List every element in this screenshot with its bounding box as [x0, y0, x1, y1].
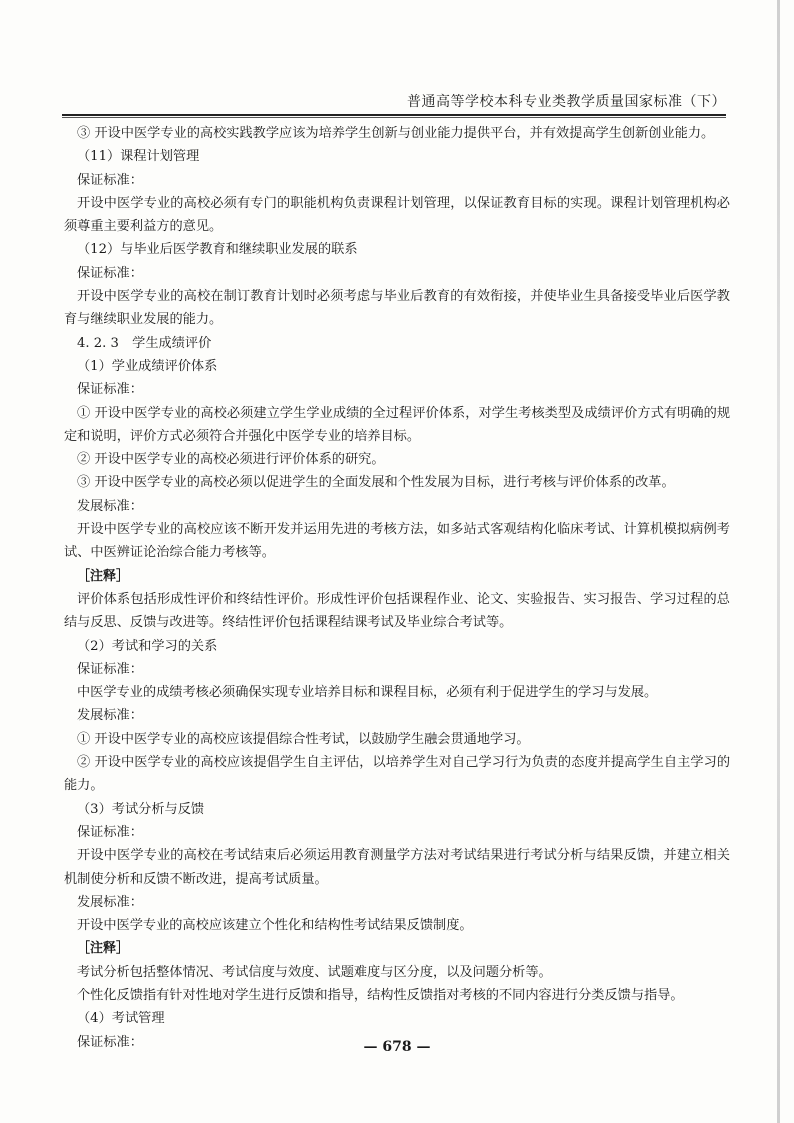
note-heading: ［注释］ [77, 941, 130, 957]
paragraph: ② 开设中医学专业的高校应该提倡学生自主评估，以培养学生对自己学习行为负责的态度并提高学生自主学习的能力。 [64, 755, 730, 794]
heading-line: （2）考试和学习的关系 [77, 638, 218, 654]
paragraph: ③ 开设中医学专业的高校实践教学应该为培养学生创新与创业能力提供平台，并有效提高学生创新创业能力。 [77, 126, 715, 141]
scan-edge [777, 0, 780, 1123]
heading-line: 保证标准： [77, 172, 143, 188]
note-heading: ［注释］ [77, 568, 130, 584]
paragraph: 评价体系包括形成性评价和终结性评价。形成性评价包括课程作业、论文、实验报告、实习报告、学习过程的总结与反思、反馈与改进等。终结性评价包括课程结课考试及毕业综合考试等。 [64, 591, 730, 631]
paragraph: 考试分析包括整体情况、考试信度与效度、试题难度与区分度，以及问题分析等。 [77, 964, 552, 980]
page-number: — 678 — [363, 1039, 431, 1055]
paragraph: 个性化反馈指有针对性地对学生进行反馈和指导，结构性反馈指对考核的不同内容进行分类反馈与指导。 [77, 987, 684, 1003]
heading-line: 保证标准： [77, 265, 143, 281]
heading-line: （3）考试分析与反馈 [77, 801, 205, 817]
heading-line: 保证标准： [77, 382, 143, 398]
header-rule-thin [62, 117, 726, 118]
heading-line: 4. 2. 3 学生成绩评价 [77, 335, 212, 351]
paragraph: ① 开设中医学专业的高校必须建立学生学业成绩的全过程评价体系，对学生考核类型及成绩评价方式有明确的规定和说明，评价方式必须符合并强化中医学专业的培养目标。 [64, 405, 730, 444]
heading-line: 发展标准： [77, 894, 143, 910]
paragraph: 中医学专业的成绩考核必须确保实现专业培养目标和课程目标，必须有利于促进学生的学习与发展。 [77, 685, 658, 701]
paragraph: 开设中医学专业的高校应该建立个性化和结构性考试结果反馈制度。 [77, 918, 473, 934]
body-text [64, 122, 730, 1054]
heading-line: 发展标准： [77, 708, 143, 724]
heading-line: （4）考试管理 [77, 1011, 165, 1027]
heading-line: 保证标准： [77, 661, 143, 677]
heading-line: （12）与毕业后医学教育和继续职业发展的联系 [77, 242, 358, 258]
heading-line: （11）课程计划管理 [77, 149, 200, 165]
paragraph: 开设中医学专业的高校必须有专门的职能机构负责课程计划管理，以保证教育目标的实现。课程计划管理机构必须尊重主要利益方的意见。 [64, 195, 730, 235]
paragraph: ① 开设中医学专业的高校应该提倡综合性考试，以鼓励学生融会贯通地学习。 [77, 731, 530, 747]
paragraph: 开设中医学专业的高校在制订教育计划时必须考虑与毕业后教育的有效衔接，并使毕业生具备接受毕业后医学教育与继续职业发展的能力。 [64, 289, 730, 328]
paragraph: ② 开设中医学专业的高校必须进行评价体系的研究。 [77, 452, 385, 468]
heading-line: 保证标准： [77, 1034, 143, 1050]
paragraph: 开设中医学专业的高校应该不断开发并运用先进的考核方法，如多站式客观结构化临床考试、计算机模拟病例考试、中医辨证论治综合能力考核等。 [64, 522, 730, 561]
heading-line: 保证标准： [77, 824, 143, 840]
heading-line: 发展标准： [77, 498, 143, 514]
header-rule [62, 114, 726, 116]
heading-line: （1）学业成绩评价体系 [77, 358, 218, 374]
paragraph: 开设中医学专业的高校在考试结束后必须运用教育测量学方法对考试结果进行考试分析与结果反馈，并建立相关机制使分析和反馈不断改进，提高考试质量。 [64, 848, 730, 887]
running-header: 普通高等学校本科专业类教学质量国家标准（下） [407, 94, 726, 110]
paragraph: ③ 开设中医学专业的高校必须以促进学生的全面发展和个性发展为目标，进行考核与评价体系的改革。 [77, 475, 675, 491]
